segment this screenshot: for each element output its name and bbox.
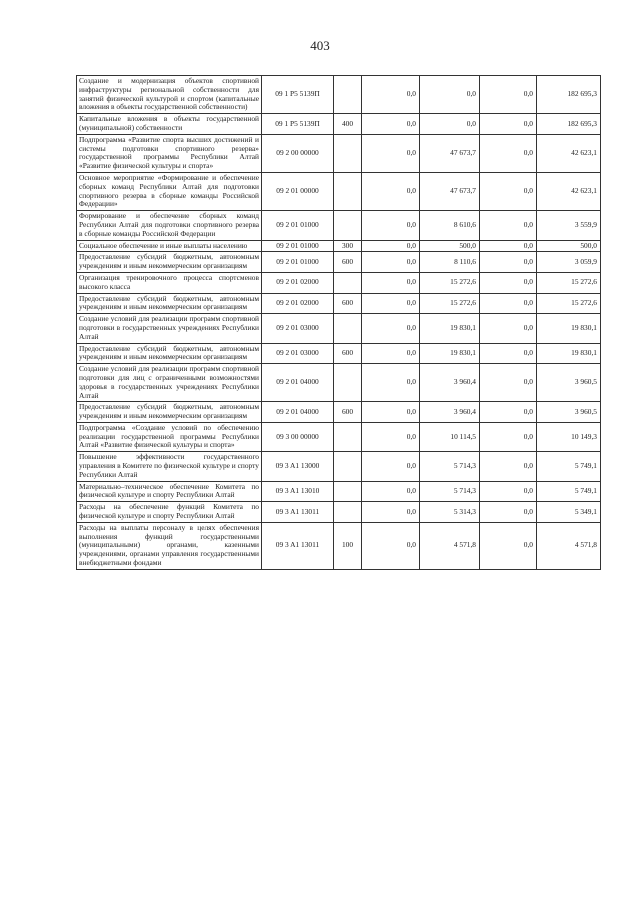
row-code: 09 1 P5 5139П bbox=[262, 76, 334, 114]
budget-table bbox=[76, 75, 601, 570]
row-value-1: 0,0 bbox=[362, 343, 420, 364]
row-value-2: 0,0 bbox=[420, 114, 480, 135]
row-value-2: 5 714,3 bbox=[420, 452, 480, 481]
row-value-3: 0,0 bbox=[480, 402, 537, 423]
row-code: 09 3 A1 13011 bbox=[262, 502, 334, 523]
row-name: Предоставление субсидий бюджетным, автономным учреждениям и иным некоммерческим организациям bbox=[77, 343, 262, 364]
row-name: Формирование и обеспечение сборных команд Республики Алтай для подготовки спортивного резерва в сборные команды Российской Федерации bbox=[77, 211, 262, 240]
row-value-3: 0,0 bbox=[480, 134, 537, 172]
row-value-2: 19 830,1 bbox=[420, 314, 480, 343]
row-name: Расходы на обеспечение функций Комитета по физической культуре и спорту Республики Алтай bbox=[77, 502, 262, 523]
row-name: Создание и модернизация объектов спортивной инфраструктуры региональной собственности для занятий физической культурой и спортом (капитальные вложения в объекты государственной собственности) bbox=[77, 76, 262, 114]
row-code: 09 2 00 00000 bbox=[262, 134, 334, 172]
row-vr bbox=[334, 452, 362, 481]
row-value-3: 0,0 bbox=[480, 240, 537, 252]
row-value-3: 0,0 bbox=[480, 481, 537, 502]
row-value-2: 3 960,4 bbox=[420, 364, 480, 402]
row-name: Повышение эффективности государственного управления в Комитете по физической культуре и спорту Республики Алтай bbox=[77, 452, 262, 481]
row-value-3: 0,0 bbox=[480, 364, 537, 402]
row-value-2: 8 610,6 bbox=[420, 211, 480, 240]
table-row bbox=[77, 343, 601, 364]
row-value-1: 0,0 bbox=[362, 211, 420, 240]
row-value-3: 0,0 bbox=[480, 252, 537, 273]
table-row bbox=[77, 481, 601, 502]
row-value-4: 500,0 bbox=[537, 240, 601, 252]
row-value-2: 19 830,1 bbox=[420, 343, 480, 364]
row-value-1: 0,0 bbox=[362, 402, 420, 423]
row-value-2: 5 314,3 bbox=[420, 502, 480, 523]
row-value-4: 5 749,1 bbox=[537, 481, 601, 502]
row-value-1: 0,0 bbox=[362, 114, 420, 135]
row-value-4: 15 272,6 bbox=[537, 293, 601, 314]
row-value-4: 4 571,8 bbox=[537, 522, 601, 569]
row-name: Материально–техническое обеспечение Комитета по физической культуре и спорту Республики Алтай bbox=[77, 481, 262, 502]
row-value-4: 182 695,3 bbox=[537, 76, 601, 114]
row-name: Предоставление субсидий бюджетным, автономным учреждениям и иным некоммерческим организациям bbox=[77, 402, 262, 423]
row-value-3: 0,0 bbox=[480, 522, 537, 569]
row-vr bbox=[334, 364, 362, 402]
row-code: 09 2 01 03000 bbox=[262, 314, 334, 343]
row-value-1: 0,0 bbox=[362, 452, 420, 481]
row-vr bbox=[334, 134, 362, 172]
row-name: Подпрограмма «Создание условий по обеспечению реализации государственной программы Республики Алтай «Развитие физической культуры и спорта» bbox=[77, 422, 262, 451]
row-value-3: 0,0 bbox=[480, 272, 537, 293]
row-value-2: 47 673,7 bbox=[420, 172, 480, 210]
row-value-2: 0,0 bbox=[420, 76, 480, 114]
table-row bbox=[77, 134, 601, 172]
row-name: Основное мероприятие «Формирование и обеспечение сборных команд Республики Алтай для подготовки спортивного резерва в сборные команды Российской Федерации» bbox=[77, 172, 262, 210]
row-vr bbox=[334, 211, 362, 240]
row-value-1: 0,0 bbox=[362, 272, 420, 293]
row-name: Социальное обеспечение и иные выплаты населению bbox=[77, 240, 262, 252]
row-vr bbox=[334, 481, 362, 502]
row-value-4: 3 059,9 bbox=[537, 252, 601, 273]
row-name: Создание условий для реализации программ спортивной подготовки в государственных учреждениях Республики Алтай bbox=[77, 314, 262, 343]
row-value-3: 0,0 bbox=[480, 211, 537, 240]
row-value-3: 0,0 bbox=[480, 172, 537, 210]
table-row bbox=[77, 314, 601, 343]
row-value-4: 3 960,5 bbox=[537, 402, 601, 423]
row-value-3: 0,0 bbox=[480, 343, 537, 364]
row-name: Предоставление субсидий бюджетным, автономным учреждениям и иным некоммерческим организациям bbox=[77, 252, 262, 273]
row-vr bbox=[334, 76, 362, 114]
row-value-2: 8 110,6 bbox=[420, 252, 480, 273]
row-value-1: 0,0 bbox=[362, 134, 420, 172]
row-code: 09 2 01 04000 bbox=[262, 364, 334, 402]
row-value-2: 15 272,6 bbox=[420, 293, 480, 314]
row-code: 09 2 01 01000 bbox=[262, 211, 334, 240]
row-value-4: 3 960,5 bbox=[537, 364, 601, 402]
table-row bbox=[77, 272, 601, 293]
row-value-2: 500,0 bbox=[420, 240, 480, 252]
row-vr: 300 bbox=[334, 240, 362, 252]
row-name: Расходы на выплаты персоналу в целях обеспечения выполнения функций государственными (муниципальными) органами, казенными учреждениями, органами управления государственными внебюджетными фондами bbox=[77, 522, 262, 569]
row-name: Создание условий для реализации программ спортивной подготовки для лиц с ограниченными возможностями здоровья в государственных учреждениях Республики Алтай bbox=[77, 364, 262, 402]
row-vr: 100 bbox=[334, 522, 362, 569]
row-value-1: 0,0 bbox=[362, 252, 420, 273]
row-value-4: 182 695,3 bbox=[537, 114, 601, 135]
row-code: 09 2 01 02000 bbox=[262, 293, 334, 314]
row-value-4: 19 830,1 bbox=[537, 343, 601, 364]
row-value-3: 0,0 bbox=[480, 422, 537, 451]
row-value-4: 42 623,1 bbox=[537, 172, 601, 210]
row-code: 09 2 01 02000 bbox=[262, 272, 334, 293]
row-value-4: 19 830,1 bbox=[537, 314, 601, 343]
row-value-2: 15 272,6 bbox=[420, 272, 480, 293]
row-value-4: 5 349,1 bbox=[537, 502, 601, 523]
row-value-3: 0,0 bbox=[480, 114, 537, 135]
row-vr: 600 bbox=[334, 293, 362, 314]
row-name: Организация тренировочного процесса спортсменов высокого класса bbox=[77, 272, 262, 293]
row-value-2: 10 114,5 bbox=[420, 422, 480, 451]
row-code: 09 3 A1 13010 bbox=[262, 481, 334, 502]
table-row bbox=[77, 211, 601, 240]
row-name: Капитальные вложения в объекты государственной (муниципальной) собственности bbox=[77, 114, 262, 135]
row-vr bbox=[334, 502, 362, 523]
row-value-1: 0,0 bbox=[362, 240, 420, 252]
row-value-3: 0,0 bbox=[480, 502, 537, 523]
row-code: 09 3 A1 13011 bbox=[262, 522, 334, 569]
row-vr bbox=[334, 172, 362, 210]
row-name: Подпрограмма «Развитие спорта высших достижений и системы подготовки спортивного резерва» государственной программы Республики Алтай «Развитие физической культуры и спорта» bbox=[77, 134, 262, 172]
table-row bbox=[77, 172, 601, 210]
row-value-2: 4 571,8 bbox=[420, 522, 480, 569]
row-value-4: 42 623,1 bbox=[537, 134, 601, 172]
row-value-3: 0,0 bbox=[480, 314, 537, 343]
row-value-1: 0,0 bbox=[362, 314, 420, 343]
row-code: 09 2 01 03000 bbox=[262, 343, 334, 364]
row-value-3: 0,0 bbox=[480, 76, 537, 114]
row-value-1: 0,0 bbox=[362, 172, 420, 210]
table-row bbox=[77, 364, 601, 402]
table-row bbox=[77, 422, 601, 451]
page-number: 403 bbox=[310, 38, 330, 53]
row-vr: 600 bbox=[334, 343, 362, 364]
row-code: 09 1 P5 5139П bbox=[262, 114, 334, 135]
row-value-4: 3 559,9 bbox=[537, 211, 601, 240]
row-value-1: 0,0 bbox=[362, 364, 420, 402]
row-code: 09 2 01 00000 bbox=[262, 172, 334, 210]
row-vr bbox=[334, 272, 362, 293]
table-row bbox=[77, 76, 601, 114]
table-row bbox=[77, 502, 601, 523]
row-vr: 600 bbox=[334, 252, 362, 273]
row-code: 09 2 01 01000 bbox=[262, 240, 334, 252]
row-value-2: 3 960,4 bbox=[420, 402, 480, 423]
row-value-2: 5 714,3 bbox=[420, 481, 480, 502]
row-value-1: 0,0 bbox=[362, 522, 420, 569]
table-row bbox=[77, 252, 601, 273]
row-value-4: 15 272,6 bbox=[537, 272, 601, 293]
table-row bbox=[77, 293, 601, 314]
row-vr bbox=[334, 422, 362, 451]
row-value-1: 0,0 bbox=[362, 422, 420, 451]
row-vr: 400 bbox=[334, 114, 362, 135]
row-code: 09 2 01 01000 bbox=[262, 252, 334, 273]
row-value-1: 0,0 bbox=[362, 293, 420, 314]
row-value-1: 0,0 bbox=[362, 502, 420, 523]
row-value-3: 0,0 bbox=[480, 452, 537, 481]
row-code: 09 2 01 04000 bbox=[262, 402, 334, 423]
table-row bbox=[77, 240, 601, 252]
table-row bbox=[77, 402, 601, 423]
row-vr: 600 bbox=[334, 402, 362, 423]
row-value-2: 47 673,7 bbox=[420, 134, 480, 172]
budget-table-body bbox=[77, 76, 601, 570]
row-value-1: 0,0 bbox=[362, 481, 420, 502]
row-vr bbox=[334, 314, 362, 343]
row-code: 09 3 00 00000 bbox=[262, 422, 334, 451]
table-row bbox=[77, 452, 601, 481]
row-code: 09 3 A1 13000 bbox=[262, 452, 334, 481]
table-row bbox=[77, 114, 601, 135]
row-value-4: 10 149,3 bbox=[537, 422, 601, 451]
row-value-1: 0,0 bbox=[362, 76, 420, 114]
row-name: Предоставление субсидий бюджетным, автономным учреждениям и иным некоммерческим организациям bbox=[77, 293, 262, 314]
row-value-3: 0,0 bbox=[480, 293, 537, 314]
row-value-4: 5 749,1 bbox=[537, 452, 601, 481]
table-row bbox=[77, 522, 601, 569]
